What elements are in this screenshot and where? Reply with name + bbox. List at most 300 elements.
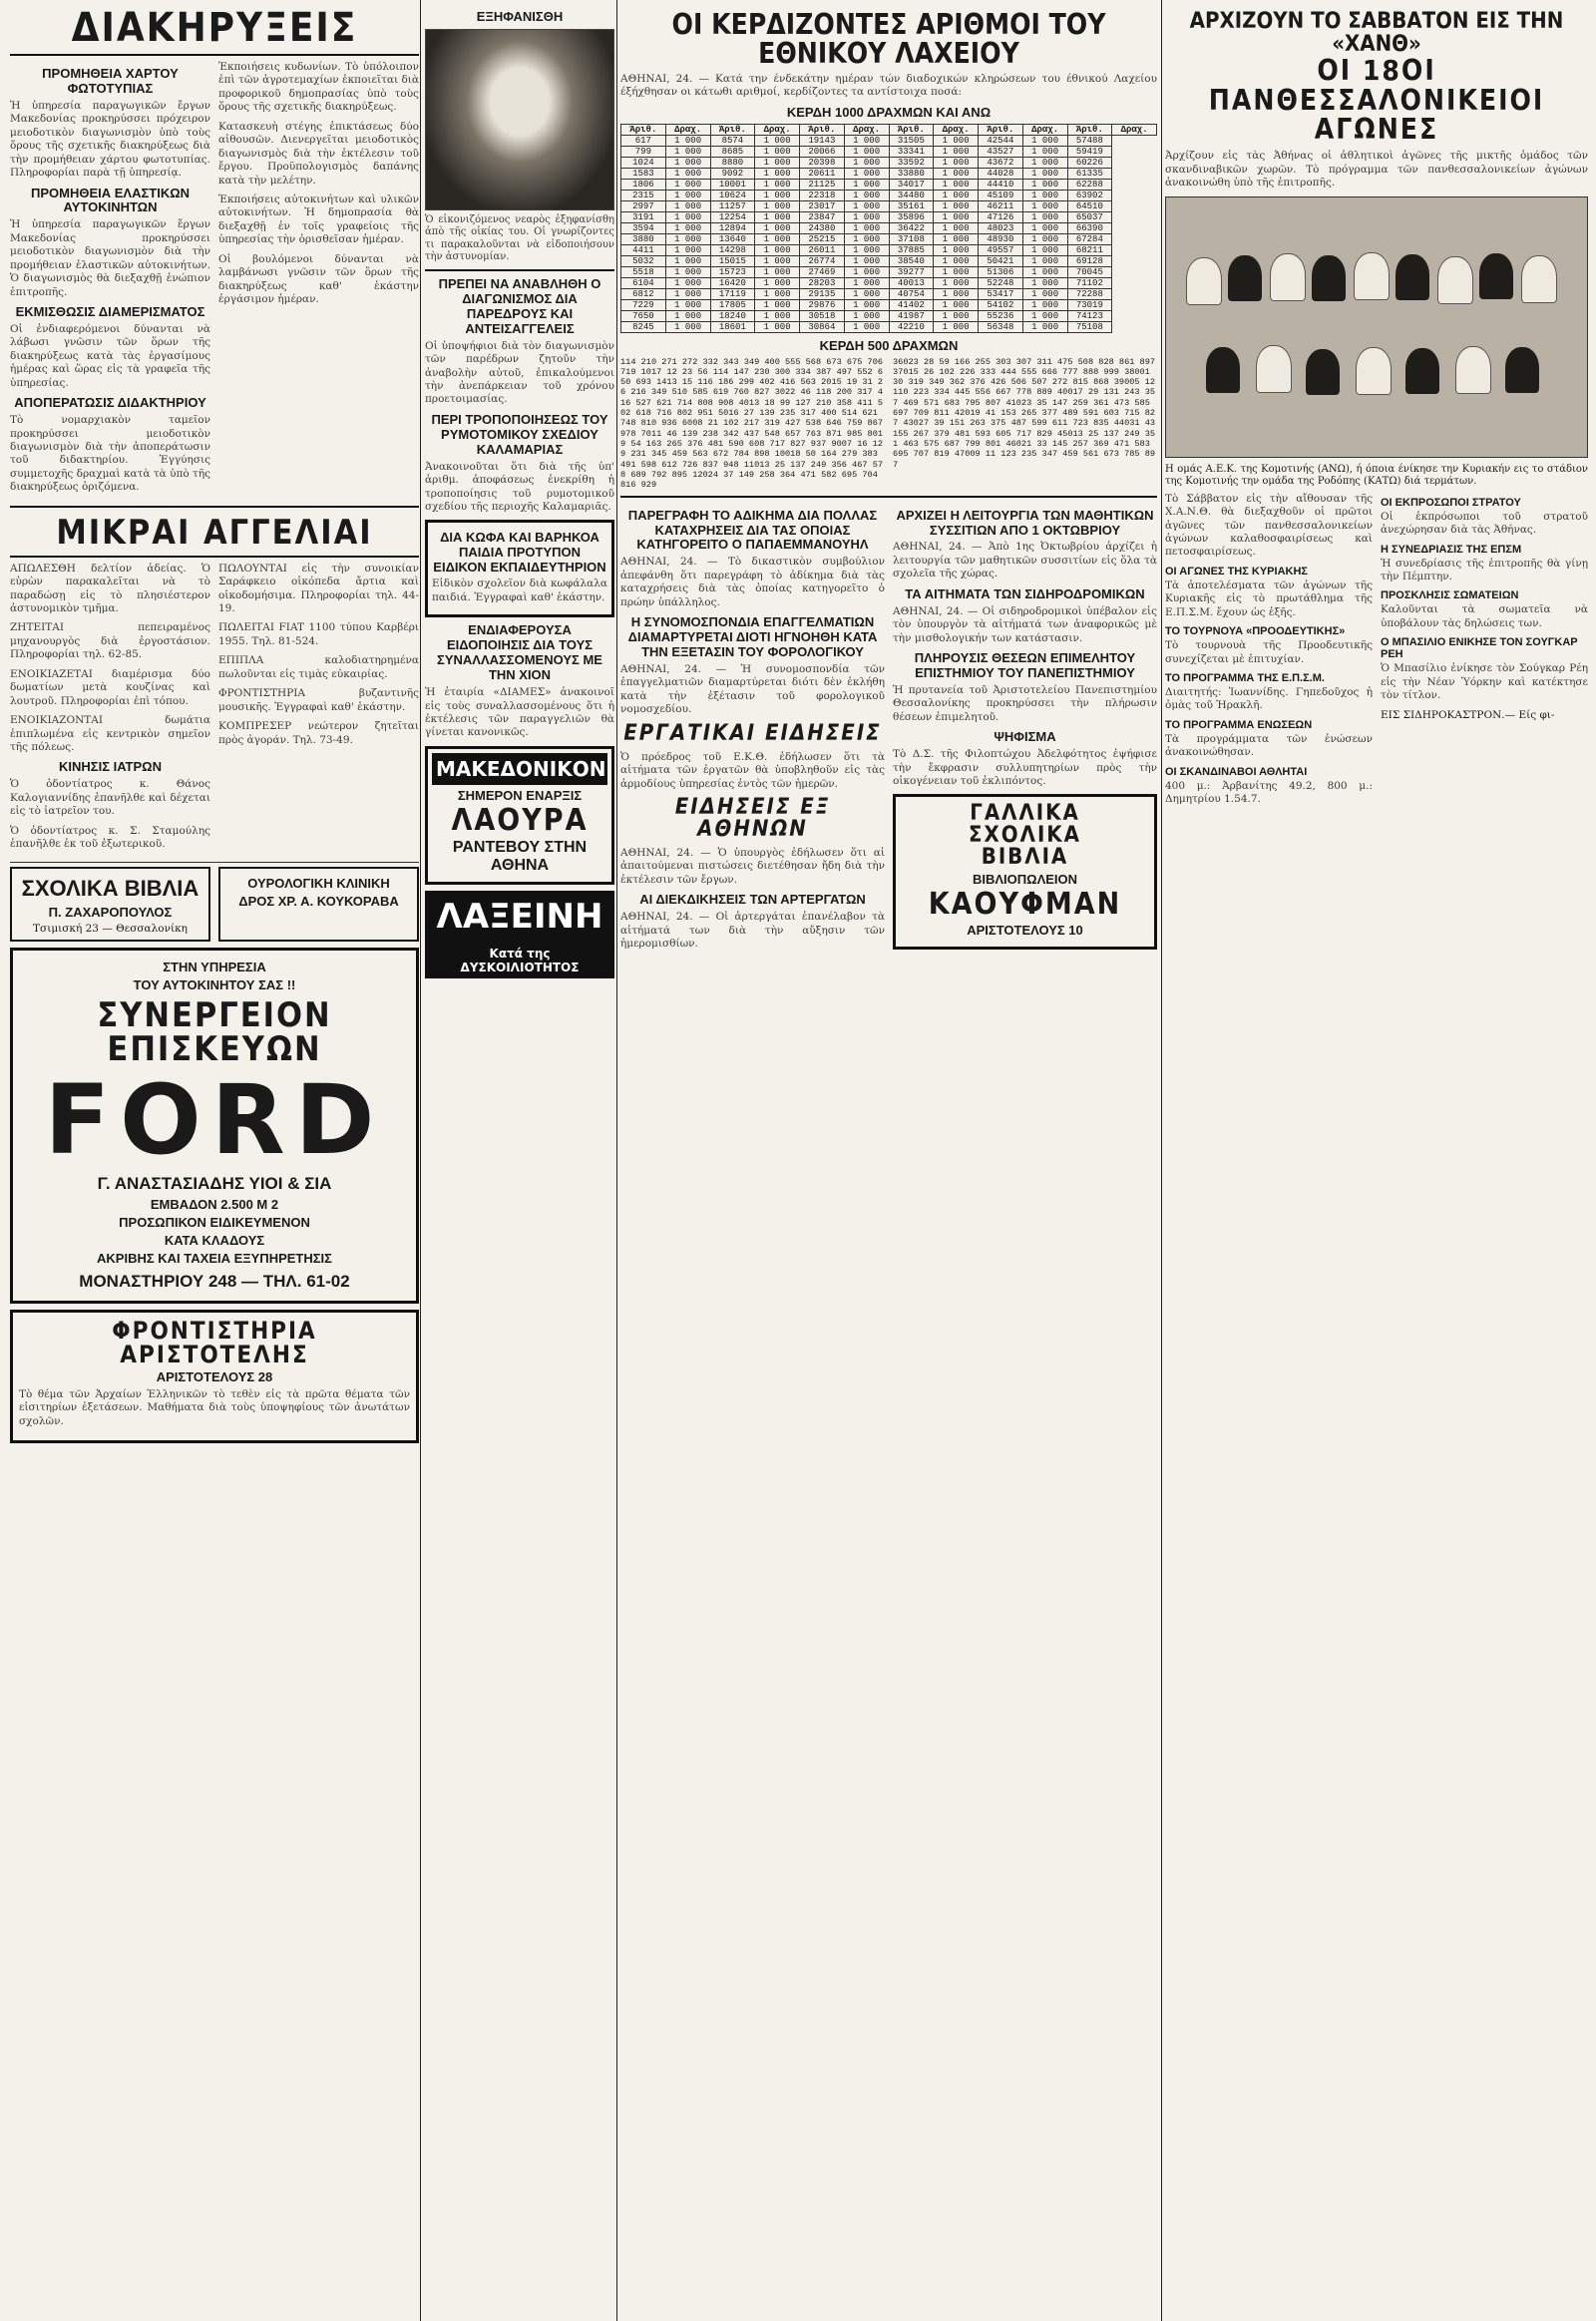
- notice-text: Ἡ ὑπηρεσία παραγωγικῶν ἔργων Μακεδονίας προκηρύσσει μειοδοτικὸν διαγωνισμὸν διὰ τὴν προμήθειαν ἐλαστικῶν αὐτοκινήτων. Ὁ διαγωνισμὸς θὰ διεξαχθῇ ἐνώπιον ἐπιτροπῆς.: [10, 218, 210, 298]
- lottery-table-cell: 1 000: [665, 222, 710, 233]
- lottery-table-cell: 20066: [800, 146, 845, 157]
- candidates-title: ΠΡΕΠΕΙ ΝΑ ΑΝΑΒΛΗΘΗ Ο ΔΙΑΓΩΝΙΣΜΟΣ ΔΙΑ ΠΑΡΕΔΡΟΥΣ ΚΑΙ ΑΝΤΕΙΣΑΓΓΕΛΕΙΣ: [438, 275, 601, 336]
- section-title-classifieds: ΜΙΚΡΑΙ ΑΓΓΕΛΙΑΙ: [56, 512, 373, 553]
- lottery-numbers-right: 36023 28 59 166 255 303 307 311 475 508 828 861 897 37015 26 102 226 333 444 555 666 777 888 999 38001 30 319 349 362 376 426 506 507 272 815 868 39005 12 110 223 334 445 556 667 778 889 40017 29 131 243 357 469 571 683 795 807 41023 35 147 259 361 473 585 697 709 811 42019 41 153 265 377 489 591 603 715 827 43027 39 151 263 375 487 599 611 723 835 44031 43 155 267 379 481 593 605 717 829 45013 25 137 249 351 463 575 687 799 801 46021 33 145 257 369 471 583 695 707 819 47009 11 123 235 347 459 561 673 785 897: [893, 356, 1156, 470]
- lottery-table-cell: 1 000: [844, 244, 889, 255]
- table-row: [621, 200, 1157, 211]
- ford-ad-service: ΑΚΡΙΒΗΣ ΚΑΙ ΤΑΧΕΙΑ ΕΞΥΠΗΡΕΤΗΣΙΣ: [97, 1250, 332, 1266]
- lottery-table-cell: 15015: [710, 255, 755, 266]
- table-row: [621, 146, 1157, 157]
- lottery-table-cell: 1 000: [665, 310, 710, 321]
- clinic-ad: [218, 867, 419, 942]
- sports-intro: Ἀρχίζουν εἰς τὰς Ἀθήνας οἱ ἀθλητικοὶ ἀγῶνες τῆς μικτῆς ὁμάδος τῶν σκανδιναβικῶν χωρῶν. Τὸ πρόγραμμα τῶν πανθεσσαλονικείων ἀγώνων ἀνακοινώθη ὑπὸ τῆς ἐπιτροπῆς.: [1165, 150, 1588, 190]
- lottery-table-cell: 19143: [800, 135, 845, 146]
- classified-ad: ΕΝΟΙΚΙΑΖΕΤΑΙ διαμέρισμα δύο δωματίων μετὰ κουζίνας καὶ λουτροῦ. Πληροφορίαι ἐπὶ τόπου.: [10, 667, 210, 707]
- divider: [10, 862, 419, 863]
- lottery-table-cell: 1 000: [1022, 222, 1067, 233]
- laxative-ad-title: ΛΑΞΕΙΝΗ: [425, 891, 614, 943]
- classified-ad: ΚΟΜΠΡΕΣΕΡ νεώτερον ζητεῖται πρὸς ἀγοράν. Τηλ. 73-49.: [218, 720, 419, 746]
- lottery-table-cell: 4411: [621, 244, 666, 255]
- lottery-table-cell: 1 000: [665, 277, 710, 288]
- lottery-table-cell: 74123: [1067, 310, 1112, 321]
- second-film-title: ΡΑΝΤΕΒΟΥ ΣΤΗΝ ΑΘΗΝΑ: [452, 838, 588, 874]
- lottery-table-cell: 50421: [979, 255, 1023, 266]
- lottery-table-cell: 23847: [800, 211, 845, 222]
- lottery-table-cell: 1 000: [934, 255, 979, 266]
- lottery-table-cell: 24380: [800, 222, 845, 233]
- lottery-table-cell: 1 000: [755, 233, 800, 244]
- lottery-table-cell: 60226: [1067, 157, 1112, 168]
- sports-section: ΟΙ ΕΚΠΡΟΣΩΠΟΙ ΣΤΡΑΤΟΥ: [1381, 496, 1521, 509]
- classified-ad: ΕΝΟΙΚΙΑΖΟΝΤΑΙ δωμάτια ἐπιπλωμένα εἰς κεντρικὸν σημεῖον τῆς πόλεως.: [10, 714, 210, 753]
- ford-ad-line: ΣΤΗΝ ΥΠΗΡΕΣΙΑ: [163, 959, 266, 974]
- lottery-table-cell: 1 000: [755, 255, 800, 266]
- lottery-table-cell: 10624: [710, 190, 755, 200]
- lottery-table-cell: 42210: [889, 321, 934, 332]
- cinema-premiere: ΣΗΜΕΡΟΝ ΕΝΑΡΞΙΣ: [457, 787, 583, 803]
- divider: [425, 269, 614, 271]
- lottery-table-cell: 1 000: [844, 200, 889, 211]
- kaufmann-line: ΒΙΒΛΙΑ: [981, 845, 1069, 871]
- lottery-table-cell: 64510: [1067, 200, 1112, 211]
- vote-text: Τὸ Δ.Σ. τῆς Φιλοπτώχου Ἀδελφότητος ἐψήφισε τὴν ἔκφρασιν συλλυπητηρίων πρὸς τὴν οἰκογένειαν τοῦ ἐκλιπόντος.: [893, 748, 1157, 788]
- lottery-table-cell: 1 000: [665, 266, 710, 277]
- lottery-table-cell: 12894: [710, 222, 755, 233]
- lottery-500-title: ΚΕΡΔΗ 500 ΔΡΑΧΜΩΝ: [819, 337, 959, 353]
- lottery-table-header: Δραχ.: [755, 124, 800, 135]
- lottery-table-cell: 1 000: [844, 179, 889, 190]
- labor-news-title: ΕΡΓΑΤΙΚΑΙ ΕΙΔΗΣΕΙΣ: [623, 720, 882, 746]
- ford-ad-area: ΕΜΒΑΔΟΝ 2.500 Μ 2: [150, 1196, 279, 1212]
- lottery-table-cell: 1 000: [844, 233, 889, 244]
- laxative-ad-sub: Κατά της ΔΥΣΚΟΙΛΙΟΤΗΤΟΣ: [425, 943, 614, 978]
- lottery-table-cell: 1 000: [1022, 244, 1067, 255]
- lottery-table-cell: 9092: [710, 168, 755, 179]
- sports-text: Ὁ Μπασίλιο ἐνίκησε τὸν Σούγκαρ Ρέη εἰς τὴν Νέαν Ὑόρκην καὶ κατέκτησε τὸν τίτλον.: [1381, 662, 1588, 702]
- kaufmann-name: ΚΑΟΥΦΜΑΝ: [928, 887, 1122, 923]
- table-row: [621, 244, 1157, 255]
- film-title: ΛΑΟΥΡΑ: [451, 802, 589, 838]
- lottery-table-cell: 1 000: [934, 146, 979, 157]
- lottery-table-header: Δραχ.: [1022, 124, 1067, 135]
- notice-text: Ἐκποιήσεις κυδωνίων. Τὸ ὑπόλοιπον ἐπὶ τῶν ἀγροτεμαχίων ἐκποιεῖται διὰ προφορικοῦ δημοπρασίας ὑπὸ τοὺς ὅρους τῆς σχετικῆς διακηρύξεως.: [218, 61, 419, 114]
- sports-text: Καλοῦνται τὰ σωματεῖα νὰ ὑποβάλουν τὰς δηλώσεις των.: [1381, 603, 1588, 629]
- lottery-table-cell: 25215: [800, 233, 845, 244]
- notice-text: Τὸ νομαρχιακὸν ταμεῖον προκηρύσσει μειοδοτικὸν διαγωνισμὸν διὰ τὴν ἀποπεράτωσιν τοῦ διδακτηρίου. Ἐγγύησις συμμετοχῆς δραχμαὶ κατὰ τὰ ὑπὸ τῆς διακηρύξεως ὁριζόμενα.: [10, 414, 211, 494]
- ford-ad-branches: ΚΑΤΑ ΚΛΑΔΟΥΣ: [164, 1232, 265, 1248]
- lottery-table-cell: 1 000: [755, 277, 800, 288]
- team-photo: [1165, 196, 1588, 458]
- lottery-table-cell: 1 000: [665, 190, 710, 200]
- article-text: ΑΘΗΝΑΙ, 24. — Τὸ δικαστικὸν συμβούλιον ἀπεφάνθη ὅτι παρεγράφη τὸ ἀδίκημα διὰ τὰς καταχρήσεις διὰ τὰς ὁποίας κατηγορεῖτο ὁ πρώην ὑπάλληλος.: [620, 556, 885, 608]
- school-books-name: Π. ΖΑΧΑΡΟΠΟΥΛΟΣ: [48, 904, 173, 920]
- lottery-table-cell: 41987: [889, 310, 934, 321]
- university-title: ΠΛΗΡΟΥΣΙΣ ΘΕΣΕΩΝ ΕΠΙΜΕΛΗΤΟΥ ΕΠΙΣΤΗΜΙΟΥ ΤΟΥ ΠΑΝΕΠΙΣΤΗΜΙΟΥ: [914, 650, 1136, 680]
- sports-footer: ΕΙΣ ΣΙΔΗΡΟΚΑΣΤΡΟΝ.— Είς φι-: [1381, 708, 1555, 721]
- lottery-table-header: Άριθ.: [621, 124, 666, 135]
- lottery-table-header: Άριθ.: [710, 124, 755, 135]
- lottery-table-cell: 1 000: [1022, 190, 1067, 200]
- lottery-table-cell: 1 000: [1022, 211, 1067, 222]
- lottery-table-cell: 1 000: [665, 321, 710, 332]
- table-row: [621, 255, 1157, 266]
- lottery-table-cell: 44028: [979, 168, 1023, 179]
- sports-section: ΠΡΟΣΚΛΗΣΙΣ ΣΩΜΑΤΕΙΩΝ: [1381, 589, 1519, 602]
- lottery-table-cell: 37885: [889, 244, 934, 255]
- lottery-table-cell: 7229: [621, 299, 666, 310]
- lottery-table-cell: 46211: [979, 200, 1023, 211]
- lottery-table-cell: 30518: [800, 310, 845, 321]
- column-lottery: [620, 0, 1157, 2321]
- lottery-table-cell: 1 000: [934, 211, 979, 222]
- lottery-table-cell: 12254: [710, 211, 755, 222]
- sports-text: Τὸ τουρνουὰ τῆς Προοδευτικῆς συνεχίζεται μὲ ἐπιτυχίαν.: [1165, 639, 1373, 665]
- students-title: ΑΡΧΙΖΕΙ Η ΛΕΙΤΟΥΡΓΙΑ ΤΩΝ ΜΑΘΗΤΙΚΩΝ ΣΥΣΣΙΤΙΩΝ ΑΠΟ 1 ΟΚΤΩΒΡΙΟΥ: [896, 507, 1154, 538]
- athens-news-text: ΑΘΗΝΑΙ, 24. — Ὁ ὑπουργὸς ἐδήλωσεν ὅτι αἱ ἀπαιτούμεναι πιστώσεις διετέθησαν ἤδη διὰ τὴν ἐκτέλεσιν τῶν ἔργων.: [620, 847, 885, 886]
- sports-text: Ἡ συνεδρίασις τῆς ἐπιτροπῆς θὰ γίνῃ τὴν Πέμπτην.: [1381, 557, 1588, 582]
- lottery-table-cell: 17805: [710, 299, 755, 310]
- lottery-table-cell: 1 000: [665, 244, 710, 255]
- lottery-table-cell: 65037: [1067, 211, 1112, 222]
- lottery-table-cell: 1 000: [934, 321, 979, 332]
- lottery-table-cell: 1 000: [755, 310, 800, 321]
- missing-person-photo: [425, 29, 614, 210]
- railway-text: ΑΘΗΝΑΙ, 24. — Οἱ σιδηροδρομικοὶ ὑπέβαλον εἰς τὸν ὑπουργὸν τὰ αἰτήματά των ἀναφορικῶς μὲ τὴν μισθολογικήν των κατάστασιν.: [893, 604, 1157, 644]
- lottery-table-cell: 1 000: [934, 135, 979, 146]
- lottery-table-header: Δραχ.: [844, 124, 889, 135]
- divider: [10, 506, 419, 508]
- lottery-table-cell: 26011: [800, 244, 845, 255]
- notice-text: Κατασκευὴ στέγης ἐπικτάσεως δύο αἰθουσῶν. Διενεργεῖται μειοδοτικὸς διαγωνισμὸς διὰ τὴν ἐκτέλεσιν τοῦ ἔργου. Προϋπολογισμὸς δαπάνης κατὰ τὴν μελέτην.: [218, 120, 419, 187]
- doctor-notice: Ὁ ὀδοντίατρος κ. Θάνος Καλογιαννίδης ἐπανῆλθε καὶ δέχεται εἰς τὸ ἰατρεῖον του.: [10, 778, 210, 818]
- notice-text: Οἱ ἐνδιαφερόμενοι δύνανται νὰ λάβωσι γνῶσιν τῶν ὅρων τῆς διακηρύξεως κατὰ τὰς ἐργασίμους ἡμέρας καὶ ὥρας εἰς τὰ γραφεῖα τῆς ὑπηρεσίας.: [10, 322, 210, 389]
- lottery-table-cell: 5032: [621, 255, 666, 266]
- lottery-table-cell: 73019: [1067, 299, 1112, 310]
- lottery-table-cell: 34017: [889, 179, 934, 190]
- university-text: Ἡ πρυτανεία τοῦ Ἀριστοτελείου Πανεπιστημίου Θεσσαλονίκης προκηρύσσει τὴν πλήρωσιν θέσεων ἐπιμελητοῦ.: [893, 683, 1157, 723]
- lottery-table-cell: 48023: [979, 222, 1023, 233]
- notice-text: Ἐκποιήσεις αὐτοκινήτων καὶ υλικῶν αὐτοκινήτων. Ἡ δημοπρασία θὰ διεξαχθῇ ἐν τοῖς γραφείοις τῆς ὑπηρεσίας τὴν ὁρισθεῖσαν ἡμέραν.: [218, 193, 419, 246]
- lottery-table-cell: 71102: [1067, 277, 1112, 288]
- table-row: [621, 211, 1157, 222]
- lottery-table-cell: 57488: [1067, 135, 1112, 146]
- sports-section: ΤΟ ΠΡΟΓΡΑΜΜΑ ΕΝΩΣΕΩΝ: [1165, 718, 1313, 731]
- lottery-table-cell: 1 000: [665, 233, 710, 244]
- doctors-heading: ΚΙΝΗΣΙΣ ΙΑΤΡΩΝ: [59, 759, 162, 775]
- lottery-table-cell: 799: [621, 146, 666, 157]
- lottery-table-cell: 43527: [979, 146, 1023, 157]
- lottery-table-cell: 1 000: [844, 222, 889, 233]
- lottery-table-cell: 1 000: [934, 277, 979, 288]
- ford-ad-headline: ΣΥΝΕΡΓΕΙΟΝ: [97, 994, 332, 1035]
- sports-headline-2: ΟΙ 18ΟΙ ΠΑΝΘΕΣΣΑΛΟΝΙΚΕΙΟΙ ΑΓΩΝΕΣ: [1208, 54, 1545, 146]
- lottery-table-cell: 1 000: [755, 321, 800, 332]
- lottery-table-cell: 47126: [979, 211, 1023, 222]
- lottery-table-cell: 1 000: [934, 299, 979, 310]
- lottery-table-cell: 1 000: [755, 200, 800, 211]
- lottery-table-cell: 6104: [621, 277, 666, 288]
- lottery-table-cell: 1 000: [755, 190, 800, 200]
- lottery-table-cell: 1 000: [755, 222, 800, 233]
- lottery-table-cell: 8880: [710, 157, 755, 168]
- deaf-school-text: Εἰδικὸν σχολεῖον διὰ κωφάλαλα παιδιά. Ἐγγραφαὶ καθ' ἑκάστην.: [432, 578, 607, 603]
- bakers-title: ΑΙ ΔΙΕΚΔΙΚΗΣΕΙΣ ΤΩΝ ΑΡΤΕΡΓΑΤΩΝ: [639, 892, 866, 908]
- classified-ad: ΦΡΟΝΤΙΣΤΗΡΙΑ βυζαντινῆς μουσικῆς. Ἐγγραφαὶ καθ' ἑκάστην.: [218, 687, 419, 713]
- lottery-table-header: Άριθ.: [1067, 124, 1112, 135]
- kaufmann-line: ΓΑΛΛΙΚΑ: [970, 801, 1080, 827]
- section-title-announcements: ΔΙΑΚΗΡΥΞΕΙΣ: [71, 5, 358, 51]
- lottery-table-cell: 1 000: [1022, 255, 1067, 266]
- lottery-table-cell: 45109: [979, 190, 1023, 200]
- lottery-table-cell: 63902: [1067, 190, 1112, 200]
- lottery-table-cell: 1 000: [1022, 310, 1067, 321]
- kaufmann-shop: ΒΙΒΛΙΟΠΩΛΕΙΟΝ: [972, 872, 1078, 888]
- lottery-table-cell: 48930: [979, 233, 1023, 244]
- lottery-table-cell: 1 000: [665, 179, 710, 190]
- notice-heading: ΑΠΟΠΕΡΑΤΩΣΙΣ ΔΙΔΑΚΤΗΡΙΟΥ: [14, 395, 206, 411]
- small-ads-row: [10, 867, 419, 942]
- table-row: [621, 288, 1157, 299]
- lottery-table-cell: 54102: [979, 299, 1023, 310]
- classified-ad: ΖΗΤΕΙΤΑΙ πεπειραμένος μηχανουργὸς διὰ ἐργοστάσιον. Πληροφορίαι τηλ. 62-85.: [10, 621, 210, 661]
- lottery-table-cell: 1 000: [665, 157, 710, 168]
- doctor-notice: Ὁ ὀδοντίατρος κ. Σ. Σταμούλης ἐπανῆλθε ἐκ τοῦ ἐξωτερικοῦ.: [10, 824, 210, 851]
- lottery-table-cell: 20611: [800, 168, 845, 179]
- lottery-table-cell: 3880: [621, 233, 666, 244]
- lottery-table-cell: 20398: [800, 157, 845, 168]
- lottery-table-cell: 29135: [800, 288, 845, 299]
- sports-text: Τὰ ἀποτελέσματα τῶν ἀγώνων τῆς Κυριακῆς εἰς τὸ πρωτάθλημα τῆς Ε.Π.Σ.Μ. ἔχουν ὡς ἑξῆς.: [1165, 579, 1373, 618]
- lottery-table-cell: 1 000: [934, 222, 979, 233]
- lottery-table-cell: 1 000: [844, 299, 889, 310]
- lottery-table-cell: 37108: [889, 233, 934, 244]
- lottery-table-cell: 1 000: [1022, 168, 1067, 179]
- deaf-school-title: ΔΙΑ ΚΩΦΑ ΚΑΙ ΒΑΡΗΚΟΑ ΠΑΙΔΙΑ ΠΡΟΤΥΠΟΝ ΕΙΔΙΚΟΝ ΕΚΠΑΙΔΕΥΤΗΡΙΟΝ: [433, 530, 606, 576]
- missing-person-caption: Ὁ εἰκονιζόμενος νεαρὸς ἐξηφανίσθη ἀπὸ τῆς οἰκίας του. Οἱ γνωρίζοντες τι παρακαλοῦνται νὰ εἰδοποιήσουν τὴν ἀστυνομίαν.: [425, 213, 614, 263]
- lottery-table-cell: 6812: [621, 288, 666, 299]
- lottery-table-cell: 27469: [800, 266, 845, 277]
- lottery-table-cell: 1 000: [755, 179, 800, 190]
- sports-body: [1165, 493, 1588, 813]
- lottery-table-cell: 1 000: [844, 266, 889, 277]
- lottery-table-cell: 1 000: [844, 135, 889, 146]
- notice-heading: ΠΡΟΜΗΘΕΙΑ ΧΑΡΤΟΥ ΦΩΤΟΤΥΠΙΑΣ: [42, 66, 179, 96]
- ford-ad-headline: ΕΠΙΣΚΕΥΩΝ: [107, 1028, 322, 1069]
- lottery-table-cell: 1 000: [755, 288, 800, 299]
- lottery-table-cell: 40013: [889, 277, 934, 288]
- lottery-table-cell: 72288: [1067, 288, 1112, 299]
- lottery-table-cell: 1 000: [934, 244, 979, 255]
- lottery-table-cell: 1 000: [934, 233, 979, 244]
- lottery-table-cell: 22318: [800, 190, 845, 200]
- lottery-table-cell: 23017: [800, 200, 845, 211]
- lottery-table-cell: 21125: [800, 179, 845, 190]
- sports-section: ΟΙ ΑΓΩΝΕΣ ΤΗΣ ΚΥΡΙΑΚΗΣ: [1165, 565, 1308, 578]
- lottery-table-cell: 1 000: [1022, 200, 1067, 211]
- lottery-table-cell: 16420: [710, 277, 755, 288]
- table-row: [621, 190, 1157, 200]
- lottery-table-cell: 18601: [710, 321, 755, 332]
- lottery-table-cell: 1 000: [934, 200, 979, 211]
- lottery-table-cell: 10001: [710, 179, 755, 190]
- lottery-table-cell: 617: [621, 135, 666, 146]
- team-photo-caption: Η ομάς Α.Ε.Κ. της Κομοτινής (ΑΝΩ), ή όποια ένίκησε την Κυριακήν εις το στάδιον της Κομοτινής την ομάδα της Ροδόπης (ΚΑΤΩ) διά τερμάτων.: [1165, 463, 1588, 488]
- lottery-table-cell: 29876: [800, 299, 845, 310]
- lottery-table-cell: 1 000: [934, 157, 979, 168]
- athens-news-title: ΕΙΔΗΣΕΙΣ ΕΞ ΑΘΗΝΩΝ: [674, 795, 831, 843]
- ford-ad-contact: ΜΟΝΑΣΤΗΡΙΟΥ 248 — ΤΗΛ. 61-02: [79, 1271, 350, 1291]
- lottery-table-cell: 33592: [889, 157, 934, 168]
- column-rule: [616, 0, 617, 2321]
- column-sports: [1165, 0, 1588, 2321]
- lottery-table-cell: 1 000: [844, 168, 889, 179]
- table-row: [621, 179, 1157, 190]
- lottery-table-cell: 56348: [979, 321, 1023, 332]
- table-row: [621, 168, 1157, 179]
- lottery-table-cell: 1 000: [755, 299, 800, 310]
- lottery-table-cell: 1 000: [665, 255, 710, 266]
- lottery-table-cell: 2997: [621, 200, 666, 211]
- lottery-table-cell: 15723: [710, 266, 755, 277]
- aristoteles-ad: [10, 1310, 419, 1443]
- lottery-table-cell: 3191: [621, 211, 666, 222]
- lottery-500-numbers: [620, 357, 1157, 491]
- table-row: [621, 233, 1157, 244]
- lottery-table-cell: 3594: [621, 222, 666, 233]
- lottery-table-cell: 11257: [710, 200, 755, 211]
- lottery-table-cell: 59419: [1067, 146, 1112, 157]
- lottery-table-cell: 41402: [889, 299, 934, 310]
- lottery-table-cell: 51306: [979, 266, 1023, 277]
- article-title: Η ΣΥΝΟΜΟΣΠΟΝΔΙΑ ΕΠΑΓΓΕΛΜΑΤΙΩΝ ΔΙΑΜΑΡΤΥΡΕΤΑΙ ΔΙΟΤΙ ΗΓΝΟΗΘΗ ΚΑΤΑ ΤΗΝ ΕΞΕΤΑΣΙΝ ΤΟΥ ΦΟΡΟΛΟΓΙΚΟΥ: [627, 614, 878, 660]
- lottery-table-cell: 49557: [979, 244, 1023, 255]
- vote-title: ΨΗΦΙΣΜΑ: [994, 729, 1056, 745]
- sports-section: Ο ΜΠΑΣΙΛΙΟ ΕΝΙΚΗΣΕ ΤΟΝ ΣΟΥΓΚΑΡ ΡΕΗ: [1381, 636, 1578, 661]
- railway-title: ΤΑ ΑΙΤΗΜΑΤΑ ΤΩΝ ΣΙΔΗΡΟΔΡΟΜΙΚΩΝ: [905, 585, 1145, 601]
- lottery-table-cell: 62288: [1067, 179, 1112, 190]
- lottery-table-cell: 1 000: [665, 146, 710, 157]
- ford-ad-owner: Γ. ΑΝΑΣΤΑΣΙΑΔΗΣ ΥΙΟΙ & ΣΙΑ: [97, 1173, 332, 1193]
- divider: [10, 556, 419, 558]
- interesting-text: Ἡ ἑταιρία «ΔΙΑΜΕΣ» ἀνακοινοῖ εἰς τοὺς συναλλασσομένους ὅτι ἡ ἐκτέλεσις τῶν παραγγελιῶν θὰ γίνεται κανονικῶς.: [425, 686, 614, 739]
- table-row: [621, 277, 1157, 288]
- lottery-table-cell: 1 000: [934, 190, 979, 200]
- lottery-table-cell: 1 000: [665, 288, 710, 299]
- lottery-numbers-left: 114 210 271 272 332 343 349 400 555 568 673 675 706 719 1017 12 23 56 114 147 230 300 334 387 497 552 650 693 1413 15 116 186 299 402 416 563 2015 19 31 26 216 349 510 585 619 760 827 3022 46 118 200 317 416 527 621 714 808 908 4013 18 99 127 210 358 411 502 618 716 802 951 5016 27 139 235 317 400 514 621 748 810 936 6008 21 102 217 319 427 538 646 759 867 978 7011 46 139 238 342 437 548 657 763 871 985 8019 54 163 265 376 481 590 608 717 827 937 9007 16 129 231 345 459 563 672 784 898 10018 50 164 279 383 491 598 612 726 837 948 11013 25 137 249 356 467 578 689 792 895 12024 37 149 258 364 471 582 695 704 816 929: [620, 356, 884, 491]
- lottery-table-cell: 43672: [979, 157, 1023, 168]
- sports-section: ΤΟ ΠΡΟΓΡΑΜΜΑ ΤΗΣ Ε.Π.Σ.Μ.: [1165, 672, 1325, 685]
- notice-text: Οἱ βουλόμενοι δύνανται νὰ λαμβάνωσι γνῶσιν τῶν ὅρων τῆς διακηρύξεως καθ' ἑκάστην ἐργάσιμον ἡμέραν.: [218, 252, 419, 305]
- cinema-name: ΜΑΚΕΔΟΝΙΚΟΝ: [432, 753, 607, 785]
- lottery-dateline: ΑΘΗΝΑΙ, 24. — Κατά την ένδεκάτην ημέραν τών διαδοχικών κληρώσεων του έθνικού Λαχείου έξήχθησαν οι κάτωθι αριθμοί, κερδίζοντες τα αντίστοιχα ποσά:: [620, 72, 1157, 99]
- lottery-table-cell: 44410: [979, 179, 1023, 190]
- sports-text: Διαιτητής: Ἰωαννίδης. Γηπεδοῦχος ἡ ὁμὰς τοῦ Ἡρακλῆ.: [1165, 686, 1373, 712]
- deaf-school-ad: [425, 520, 614, 617]
- lottery-table-header: Άριθ.: [889, 124, 934, 135]
- lottery-table-cell: 14298: [710, 244, 755, 255]
- kalamaria-title: ΠΕΡΙ ΤΡΟΠΟΠΟΙΗΣΕΩΣ ΤΟΥ ΡΥΜΟΤΟΜΙΚΟΥ ΣΧΕΔΙΟΥ ΚΑΛΑΜΑΡΙΑΣ: [431, 411, 608, 457]
- lottery-table-cell: 66390: [1067, 222, 1112, 233]
- lottery-table-header: Δραχ.: [1112, 124, 1157, 135]
- lottery-table-cell: 17119: [710, 288, 755, 299]
- lottery-table-cell: 1583: [621, 168, 666, 179]
- lottery-table-cell: 1 000: [844, 310, 889, 321]
- lottery-table-cell: 1 000: [755, 266, 800, 277]
- lottery-table-cell: 34480: [889, 190, 934, 200]
- lottery-table-cell: 35896: [889, 211, 934, 222]
- disappearance-label: ΕΞΗΦΑΝΙΣΘΗ: [476, 9, 564, 24]
- lottery-table-cell: 1 000: [1022, 146, 1067, 157]
- ford-ad-staff: ΠΡΟΣΩΠΙΚΟΝ ΕΙΔΙΚΕΥΜΕΝΟΝ: [119, 1214, 310, 1230]
- aristoteles-text: Τὸ θέμα τῶν Ἀρχαίων Ἑλληνικῶν τὸ τεθὲν εἰς τὰ πρῶτα θέματα τῶν εἰσιτηρίων ἐξετάσεων. Μαθήματα διὰ τοὺς ὑποψηφίους τῶν ἀνωτάτων σχολῶν.: [19, 1387, 410, 1427]
- school-books-ad: [10, 867, 210, 942]
- clinic-doctor: ΔΡΟΣ ΧΡ. Α. ΚΟΥΚΟΡΑΒΑ: [238, 893, 399, 909]
- lottery-table-cell: 1 000: [844, 157, 889, 168]
- clinic-title: ΟΥΡΟΛΟΓΙΚΗ ΚΛΙΝΙΚΗ: [247, 875, 390, 891]
- classified-ad: ΠΩΛΕΙΤΑΙ FIAT 1100 τύπου Καρβέρι 1955. Τηλ. 81-524.: [218, 621, 419, 647]
- lottery-table-cell: 38540: [889, 255, 934, 266]
- lottery-table-cell: 1 000: [755, 244, 800, 255]
- lottery-table-cell: 68211: [1067, 244, 1112, 255]
- lottery-table-cell: 36422: [889, 222, 934, 233]
- kaufmann-address: ΑΡΙΣΤΟΤΕΛΟΥΣ 10: [967, 923, 1083, 939]
- lottery-table-cell: 18240: [710, 310, 755, 321]
- lottery-table-cell: 1 000: [1022, 157, 1067, 168]
- lottery-table-cell: 1 000: [1022, 233, 1067, 244]
- lottery-table-cell: 28203: [800, 277, 845, 288]
- lottery-table-cell: 1 000: [844, 255, 889, 266]
- ford-brand: FORD: [44, 1063, 385, 1176]
- kaufmann-line: ΣΧΟΛΙΚΑ: [969, 823, 1081, 849]
- lottery-table-cell: 39277: [889, 266, 934, 277]
- cinema-ad: [425, 746, 614, 885]
- bakers-text: ΑΘΗΝΑΙ, 24. — Οἱ ἀρτεργάται ἐπανέλαβον τὰ αἰτήματά των διὰ τὴν αὔξησιν τῶν ἡμερομισθίων.: [620, 911, 885, 951]
- lottery-table-cell: 13640: [710, 233, 755, 244]
- column-misc: [425, 0, 614, 2321]
- notice-heading: ΕΚΜΙΣΘΩΣΙΣ ΔΙΑΜΕΡΙΣΜΑΤΟΣ: [15, 304, 205, 319]
- column-announcements: [10, 0, 419, 2321]
- lottery-table-title: ΚΕΡΔΗ 1000 ΔΡΑΧΜΩΝ ΚΑΙ ΑΝΩ: [786, 104, 992, 120]
- lottery-table-cell: 8574: [710, 135, 755, 146]
- lottery-table-cell: 1 000: [934, 168, 979, 179]
- lottery-table-cell: 69128: [1067, 255, 1112, 266]
- lottery-table-cell: 1 000: [665, 168, 710, 179]
- lottery-table-cell: 61335: [1067, 168, 1112, 179]
- table-row: [621, 222, 1157, 233]
- table-row: [621, 310, 1157, 321]
- table-row: [621, 321, 1157, 332]
- lottery-table-header: Δραχ.: [934, 124, 979, 135]
- lottery-table-cell: 1 000: [934, 179, 979, 190]
- lottery-table-cell: 1806: [621, 179, 666, 190]
- lottery-table-cell: 7650: [621, 310, 666, 321]
- article-title: ΠΑΡΕΓΡΑΦΗ ΤΟ ΑΔΙΚΗΜΑ ΔΙΑ ΠΟΛΛΑΣ ΚΑΤΑΧΡΗΣΕΙΣ ΔΙΑ ΤΑΣ ΟΠΟΙΑΣ ΚΑΤΗΓΟΡΕΙΤΟ Ο ΠΑΠΑΕΜΜΑΝΟΥΗΛ: [627, 507, 878, 553]
- lottery-table-cell: 1 000: [1022, 179, 1067, 190]
- sports-text: Οἱ ἐκπρόσωποι τοῦ στρατοῦ ἀνεχώρησαν διὰ τὰς Ἀθήνας.: [1381, 510, 1588, 537]
- sports-text: Τὰ προγράμματα τῶν ἐνώσεων ἀνακοινώθησαν.: [1165, 732, 1373, 759]
- aristoteles-title: ΦΡΟΝΤΙΣΤΗΡΙΑ ΑΡΙΣΤΟΤΕΛΗΣ: [112, 1316, 317, 1368]
- sports-section: ΟΙ ΣΚΑΝΔΙΝΑΒΟΙ ΑΘΛΗΤΑΙ: [1165, 765, 1308, 778]
- lottery-table-header: Άριθ.: [979, 124, 1023, 135]
- divider: [620, 496, 1157, 498]
- lottery-table-cell: 1 000: [934, 266, 979, 277]
- lottery-table-cell: 1 000: [1022, 277, 1067, 288]
- lottery-table: [620, 124, 1157, 333]
- interesting-title: ΕΝΔΙΑΦΕΡΟΥΣΑ ΕΙΔΟΠΟΙΗΣΙΣ ΔΙΑ ΤΟΥΣ ΣΥΝΑΛΛΑΣΣΟΜΕΝΟΥΣ ΜΕ ΤΗΝ ΧΙΟΝ: [437, 622, 602, 683]
- lottery-table-cell: 1 000: [844, 211, 889, 222]
- table-row: [621, 157, 1157, 168]
- lottery-table-cell: 1 000: [665, 299, 710, 310]
